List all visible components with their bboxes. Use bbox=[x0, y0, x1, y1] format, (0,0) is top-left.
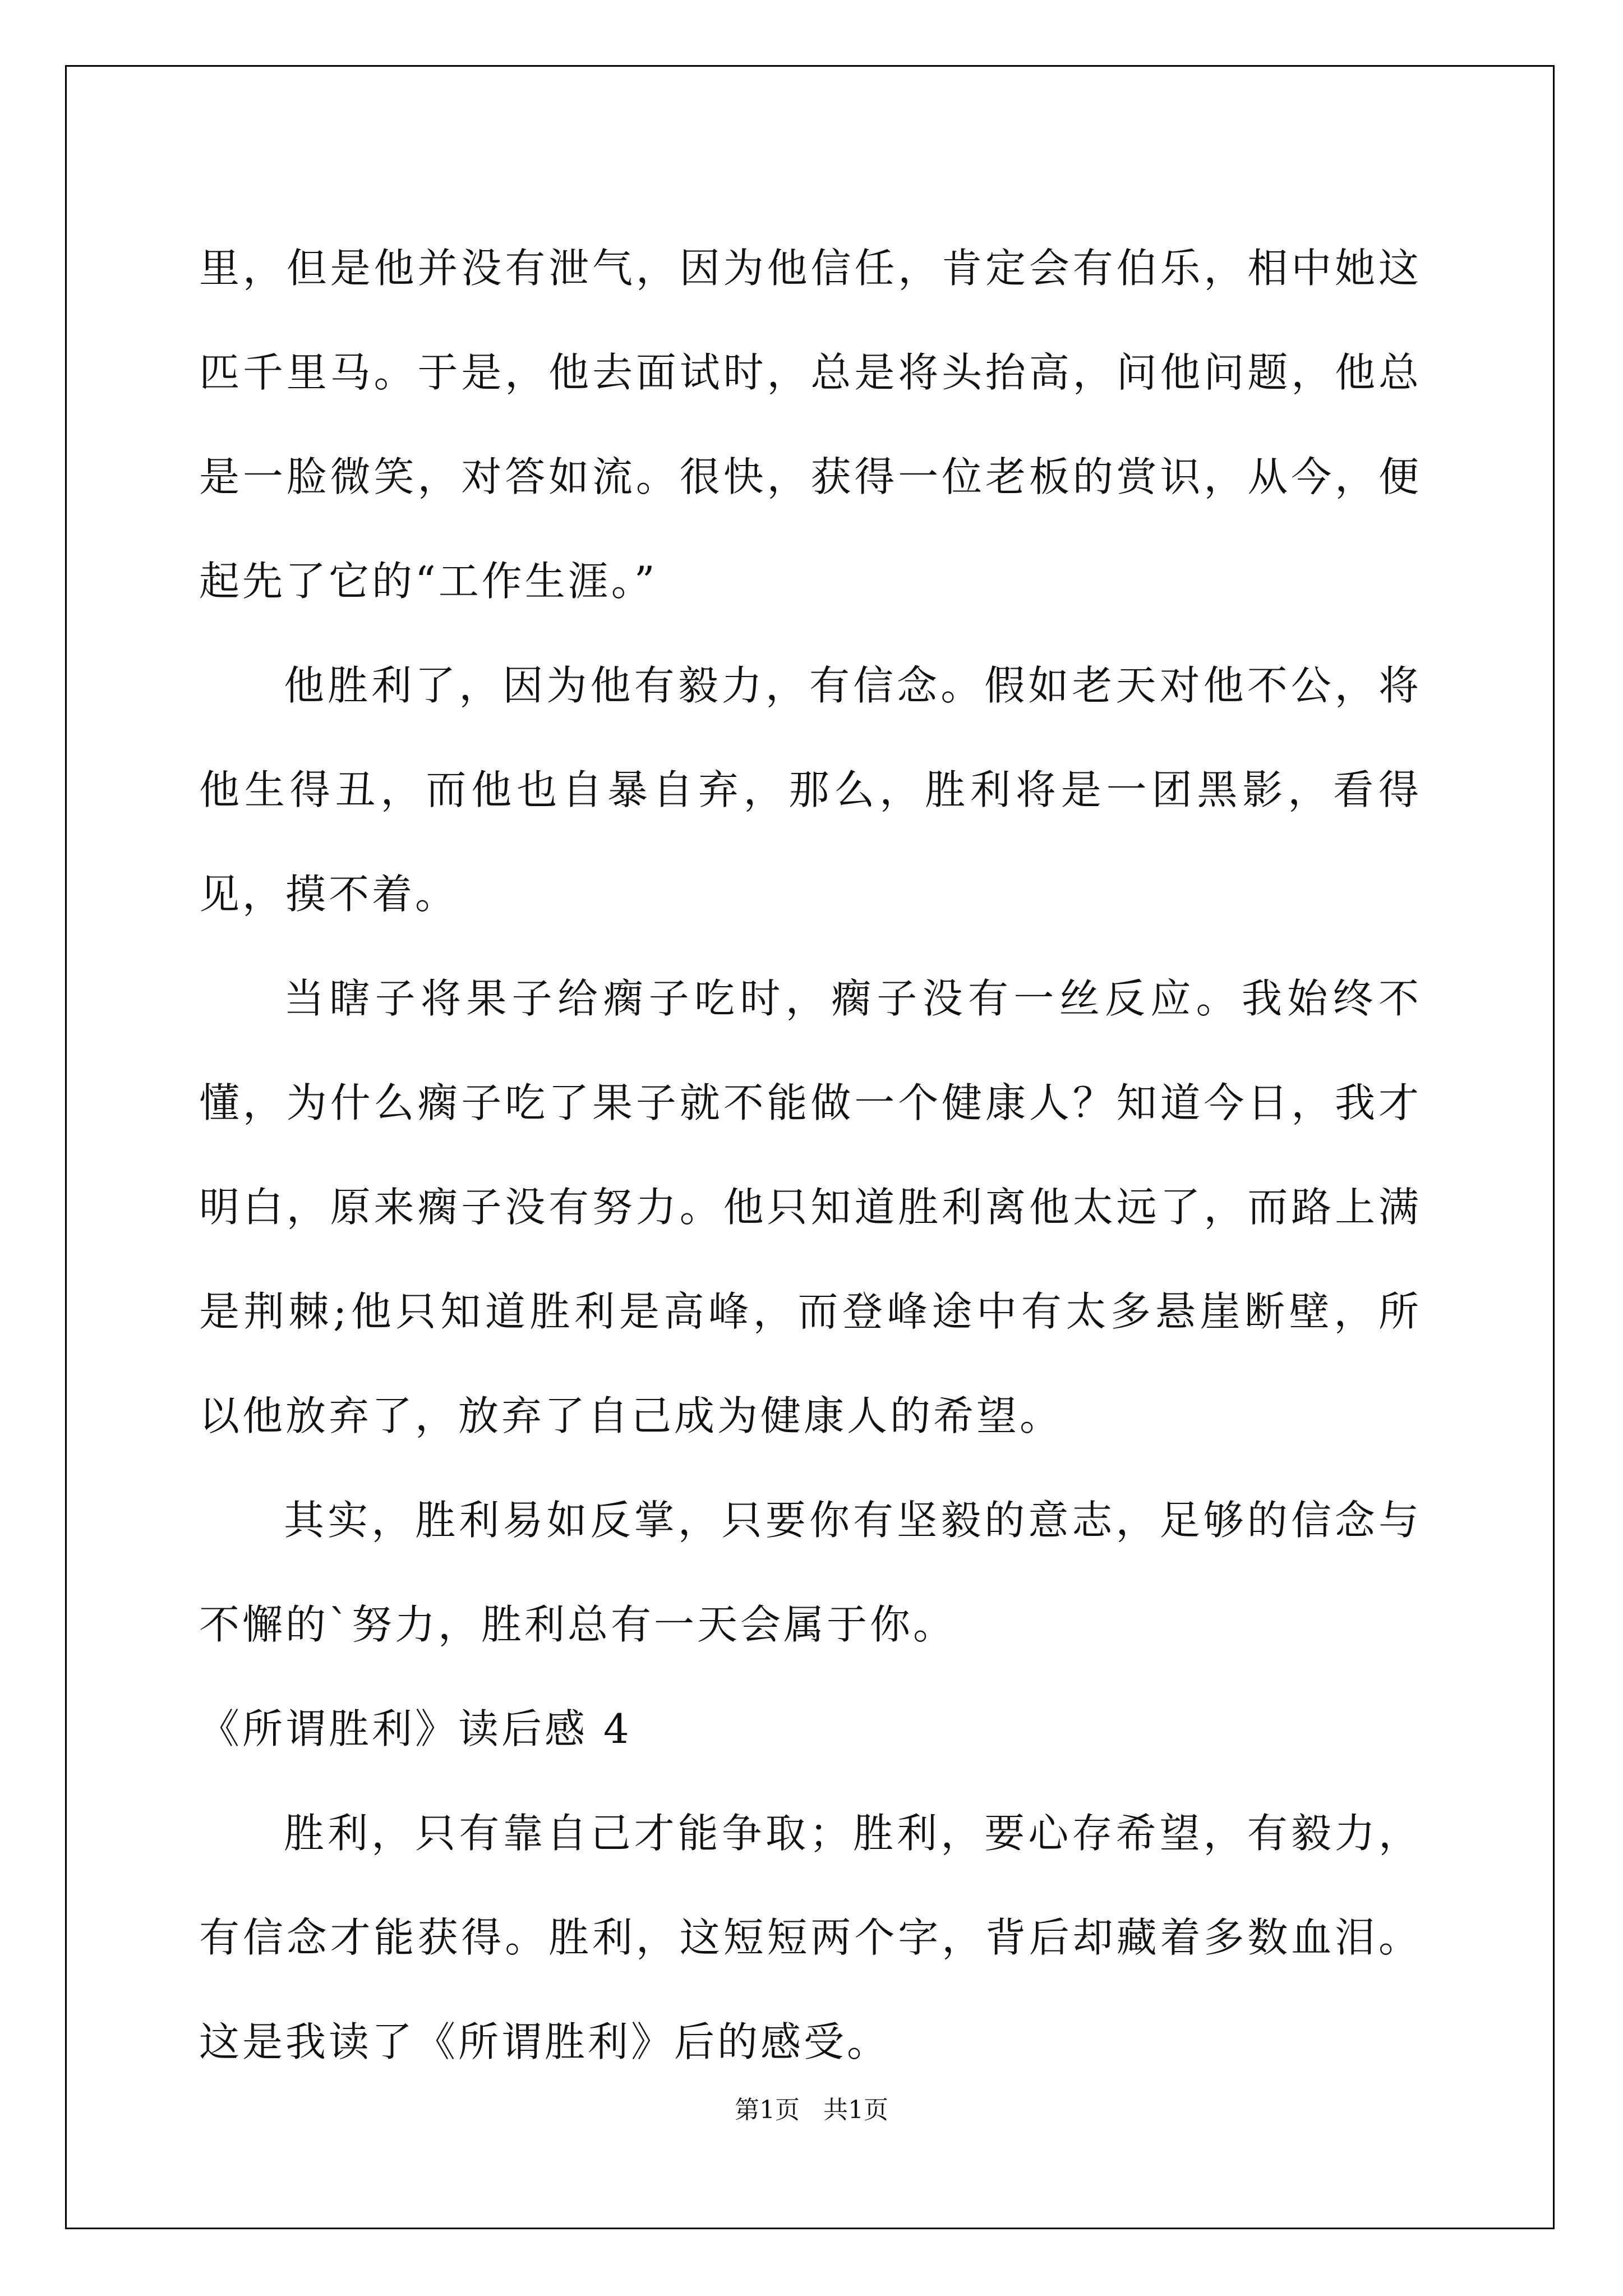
paragraph-5: 胜利，只有靠自己才能争取；胜利，要心存希望，有毅力，有信念才能获得。胜利，这短短两个字，背后却藏着多数血泪。这是我读了《所谓胜利》后的感受。 bbox=[199, 1810, 1422, 2065]
paragraph-4: 其实，胜利易如反掌，只要你有坚毅的意志，足够的信念与不懈的`努力，胜利总有一天会属于你。 bbox=[199, 1497, 1422, 1648]
paragraph-1: 里，但是他并没有泄气，因为他信任，肯定会有伯乐，相中她这匹千里马。于是，他去面试时，总是将头抬高，问他问题，他总是一脸微笑，对答如流。很快，获得一位老板的赏识，从今，便起先了它的“工作生涯。” bbox=[199, 245, 1422, 605]
section-heading: 《所谓胜利》读后感 4 bbox=[199, 1705, 632, 1752]
page-footer: 第1页 共1页 bbox=[735, 2096, 888, 2124]
paragraph-2: 他胜利了，因为他有毅力，有信念。假如老天对他不公，将他生得丑，而他也自暴自弃，那么，胜利将是一团黑影，看得见，摸不着。 bbox=[199, 662, 1422, 918]
paragraph-3: 当瞎子将果子给瘸子吃时，瘸子没有一丝反应。我始终不懂，为什么瘸子吃了果子就不能做一个健康人？知道今日，我才明白，原来瘸子没有努力。他只知道胜利离他太远了，而路上满是荆棘;他只知道胜利是高峰，而登峰途中有太多悬崖断壁，所以他放弃了，放弃了自己成为健康人的希望。 bbox=[199, 975, 1422, 1439]
document-body bbox=[199, 216, 1422, 2094]
